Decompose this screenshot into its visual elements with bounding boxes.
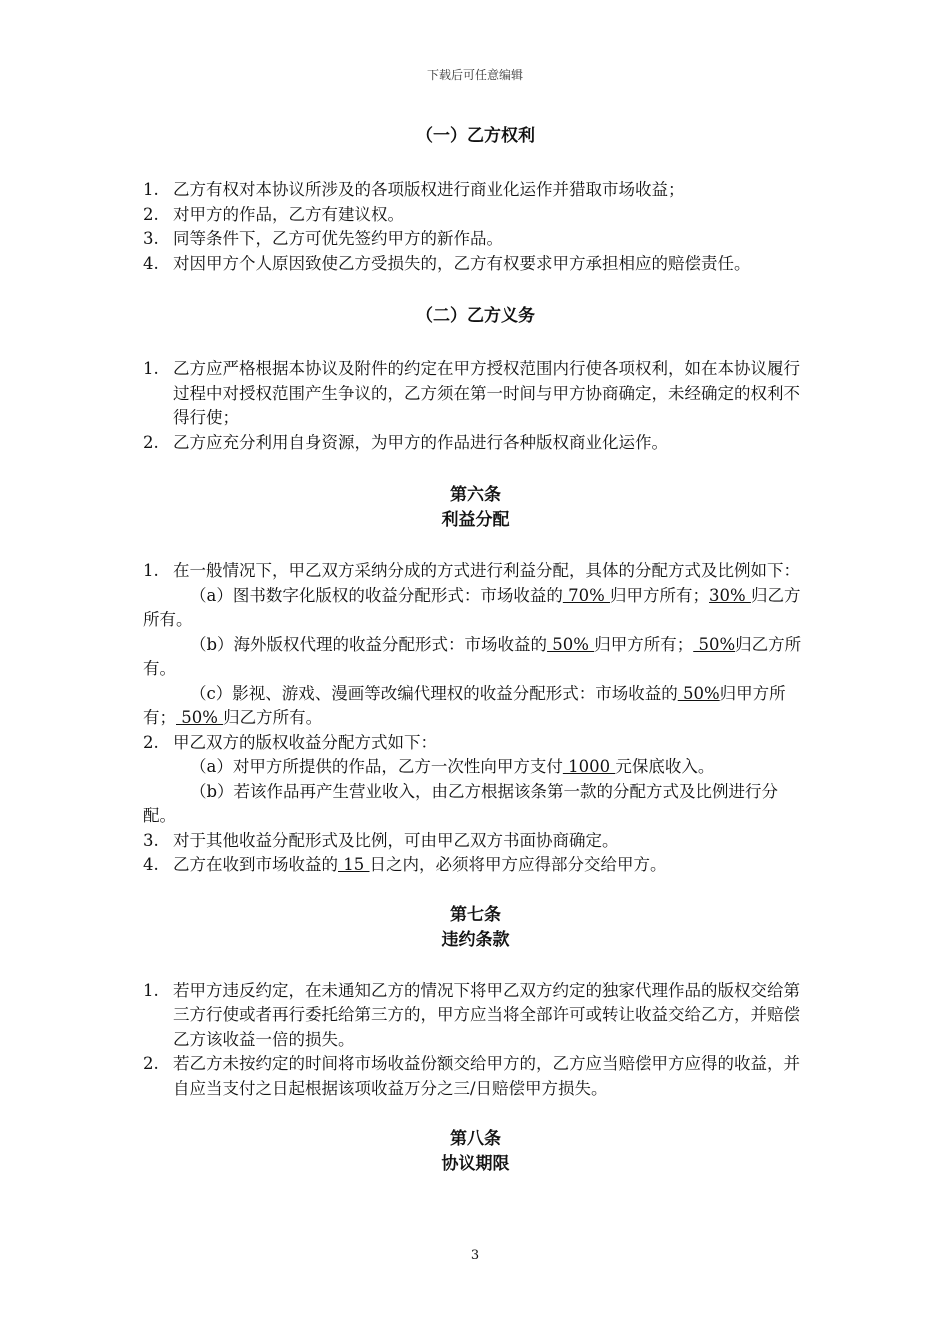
article-6-body bbox=[143, 559, 808, 878]
section-title-rights: （一）乙方权利 bbox=[416, 126, 535, 146]
list-item: 2. 对甲方的作品，乙方有建议权。 bbox=[143, 204, 404, 224]
obligations-list bbox=[143, 357, 808, 455]
list-item: 2. 乙方应充分利用自身资源，为甲方的作品进行各种版权商业化运作。 bbox=[143, 432, 668, 452]
section-title-obligations: （二）乙方义务 bbox=[416, 306, 535, 326]
article-7-number: 第七条 bbox=[450, 904, 501, 925]
clause-b: （b）海外版权代理的收益分配形式：市场收益的 50% 归甲方所有； 50%归乙方所有。 bbox=[143, 634, 802, 678]
article-8-number: 第八条 bbox=[450, 1129, 501, 1149]
article-8-title: 协议期限 bbox=[441, 1154, 510, 1174]
page-number: 3 bbox=[470, 1248, 480, 1263]
list-item: 4. 乙方在收到市场收益的 15 日之内，必须将甲方应得部分交给甲方。 bbox=[143, 855, 667, 874]
list-item: 4. 对因甲方个人原因致使乙方受损失的，乙方有权要求甲方承担相应的赔偿责任。 bbox=[143, 253, 751, 273]
article-7-body bbox=[143, 979, 808, 1102]
list-item: 1. 乙方应严格根据本协议及附件的约定在甲方授权范围内行使各项权利，如在本协议履行过程中对授权范围产生争议的，乙方须在第一时间与甲方协商确定，未经确定的权利不得行使； bbox=[143, 359, 800, 427]
list-item: 3. 对于其他收益分配形式及比例，可由甲乙双方书面协商确定。 bbox=[143, 830, 619, 850]
list-item: 1. 在一般情况下，甲乙双方采纳分成的方式进行利益分配，具体的分配方式及比例如下： bbox=[143, 561, 800, 580]
article-7-title: 违约条款 bbox=[441, 929, 510, 950]
list-item: 1. 乙方有权对本协议所涉及的各项版权进行商业化运作并猎取市场收益； bbox=[143, 180, 685, 199]
rights-list bbox=[143, 178, 808, 276]
list-item: 1. 若甲方违反约定，在未通知乙方的情况下将甲乙双方约定的独家代理作品的版权交给第三方行使或者再行委托给第三方的，甲方应当将全部许可或转让收益交给乙方，并赔偿乙方该收益一倍的损失。 bbox=[143, 980, 800, 1049]
document-body bbox=[143, 120, 808, 1177]
clause-b2: （b）若该作品再产生营业收入，由乙方根据该条第一款的分配方式及比例进行分配。 bbox=[143, 781, 779, 825]
article-6-number: 第六条 bbox=[450, 485, 501, 505]
clause-a: （a）图书数字化版权的收益分配形式：市场收益的 70% 归甲方所有；30% 归乙方所有。 bbox=[143, 585, 801, 629]
list-item: 2. 若乙方未按约定的时间将市场收益份额交给甲方的，乙方应当赔偿甲方应得的收益，并自应当支付之日起根据该项收益万分之三/日赔偿甲方损失。 bbox=[143, 1054, 800, 1098]
article-6-title: 利益分配 bbox=[441, 510, 510, 530]
list-item: 3. 同等条件下，乙方可优先签约甲方的新作品。 bbox=[143, 229, 503, 248]
list-item: 2. 甲乙双方的版权收益分配方式如下： bbox=[143, 732, 437, 752]
page-header: 下载后可任意编辑 bbox=[426, 68, 523, 82]
clause-c: （c）影视、游戏、漫画等改编代理权的收益分配形式：市场收益的 50%归甲方所有； 50% 归乙方所有。 bbox=[143, 683, 786, 727]
clause-a2: （a）对甲方所提供的作品，乙方一次性向甲方支付 1000 元保底收入。 bbox=[190, 757, 715, 776]
